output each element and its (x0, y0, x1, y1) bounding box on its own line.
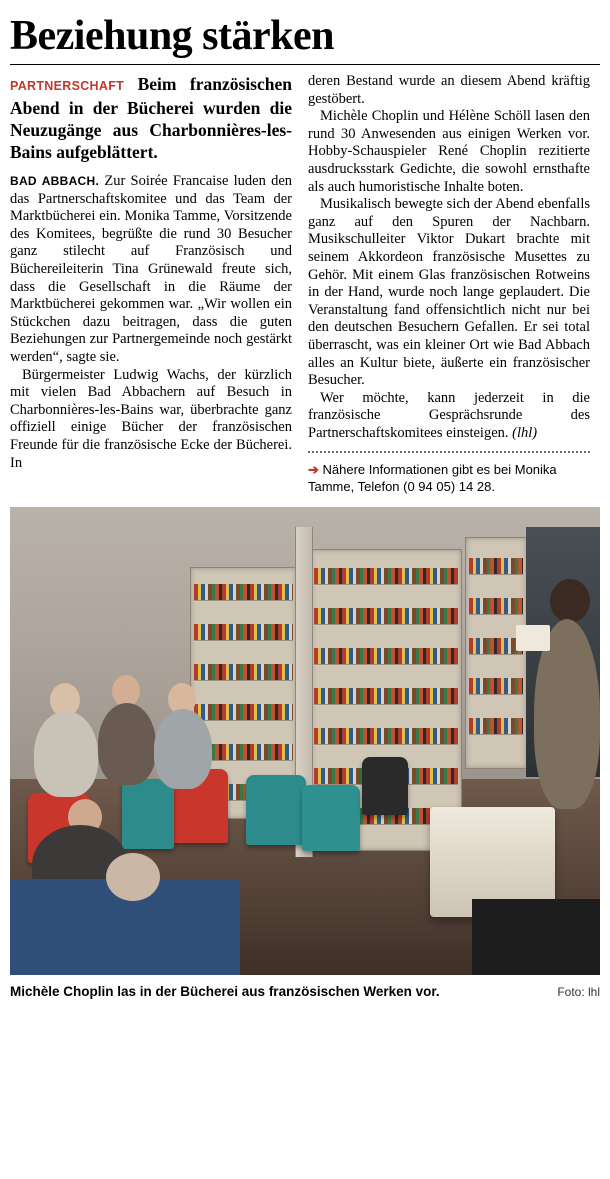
kicker-label: PARTNERSCHAFT (10, 79, 125, 93)
page-title: Beziehung stärken (10, 13, 335, 59)
person (98, 703, 156, 785)
person (472, 899, 600, 975)
info-text: Nähere Informationen gibt es bei Monika Tamme, Telefon (0 94 05) 14 28. (308, 462, 557, 495)
info-divider (308, 451, 590, 453)
author-signature: (lhl) (512, 424, 538, 441)
headline-divider (10, 64, 600, 65)
person (34, 711, 98, 797)
photo-credit: Foto: lhl (557, 985, 600, 1000)
photo-scene (10, 507, 600, 975)
dateline: BAD ABBACH. (10, 174, 100, 188)
body-paragraph (308, 390, 590, 443)
newspaper-article-page (0, 14, 610, 1179)
chair (302, 785, 360, 851)
right-column (308, 73, 590, 495)
lead-paragraph (10, 73, 292, 163)
person (154, 709, 212, 789)
caption-row (10, 984, 600, 999)
book (516, 625, 550, 651)
bookshelf (465, 537, 527, 769)
chair (122, 779, 174, 849)
chair (246, 775, 306, 845)
chair (362, 757, 408, 815)
lead-text: Beim französischen Abend in der Bücherei wurden die Neuzugänge aus Charbonnières-les-Bains aufgeblättert. (10, 74, 292, 162)
arrow-icon: ➔ (308, 462, 319, 478)
body-text: Zur Soirée Francaise luden den das Partnerschaftskomitee und das Team der Marktbücherei ein. Monika Tamme, Vorsitzende des Komitees, begrüßte die rund 30 Besucher ganz stilecht auf Französisch und Büchereileiterin Tina Grünewald freute sich, dass die Gesellschaft in die Räume der Marktbücherei gekommen war. „Wir wollen ein Stückchen dazu beitragen, dass die guten Beziehungen zur Partnergemeinde noch gestärkt werden“, sagte sie. (10, 173, 292, 365)
body-paragraph (10, 173, 292, 367)
photo-caption: Michèle Choplin las in der Bücherei aus französischen Werken vor. (10, 984, 440, 1000)
body-text: Wer möchte, kann jederzeit in die französische Gesprächsrunde des Partnerschaftskomitees einsteigen. (308, 389, 590, 441)
body-paragraph: Musikalisch bewegte sich der Abend ebenfalls ganz auf den Spuren der Nachbarn. Musikschulleiter Viktor Dukart brachte mit seinem Akkordeon französische Musettes zu Gehör. Mit einem Glas französischen Rotweins in der Hand, wurde noch lange geplaudert. Die Veranstaltung fand offensichtlich nicht nur bei den deutschen Besuchern Gefallen. Er sei total überrascht, was ein kleiner Ort wie Bad Abbach alles an Kultur biete, äußerte ein französischer Besucher. (308, 196, 590, 389)
body-paragraph: Michèle Choplin und Hélène Schöll lasen den rund 30 Anwesenden aus einigen Werken vor. Hobby-Schauspieler René Choplin rezitierte ausdrucksstark Gedichte, die sowohl ernsthafte als auch humoristische Inhalte boten. (308, 108, 590, 195)
article-photo (10, 507, 600, 975)
left-column (10, 73, 292, 472)
body-paragraph: deren Bestand wurde an diesem Abend kräftig gestöbert. (308, 73, 590, 107)
article-columns (10, 73, 600, 495)
info-note (308, 461, 590, 495)
body-paragraph: Bürgermeister Ludwig Wachs, der kürzlich mit vielen Bad Abbachern auf Besuch in Charbonnières-les-Bains war, überbrachte ganz offiziell einige Bücher der französischen Freunde für die französische Ecke der Bücherei. In (10, 366, 292, 471)
